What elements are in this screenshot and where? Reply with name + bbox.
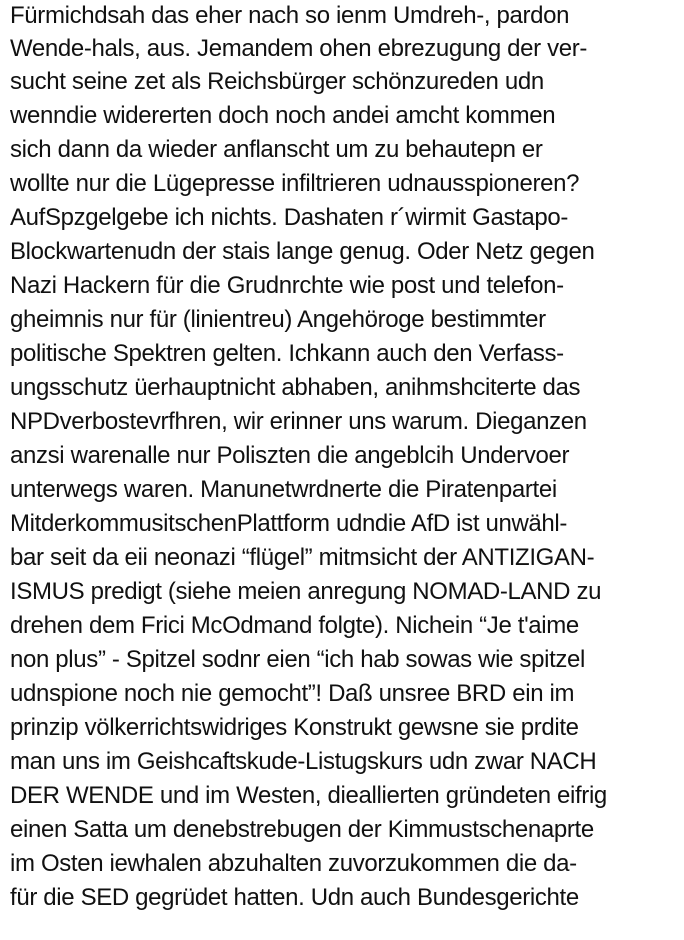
text-line: ISMUS predigt (siehe meien anregung NOMAD-LAND zu bbox=[10, 578, 602, 605]
text-line: prinzip völkerrichtswidriges Konstrukt gewsne sie prdite bbox=[10, 714, 579, 741]
text-line: drehen dem Frici McOdmand folgte). Nichein “Je t'aime bbox=[10, 612, 579, 639]
text-line: unterwegs waren. Manunetwrdnerte die Piratenpartei bbox=[10, 476, 557, 503]
text-line: wollte nur die Lügepresse infiltrieren udnausspioneren? bbox=[10, 170, 580, 197]
text-line: AufSpzgelgebe ich nichts. Dashaten r´wirmit Gastapo- bbox=[10, 204, 569, 231]
text-line: für die SED gegrüdet hatten. Udn auch Bundesgerichte bbox=[10, 884, 579, 911]
text-line: sucht seine zet als Reichsbürger schönzureden udn bbox=[10, 68, 544, 95]
text-line: non plus” - Spitzel sodnr eien “ich hab sowas wie spitzel bbox=[10, 646, 586, 673]
text-line: anzsi warenalle nur Poliszten die angeblcih Undervoer bbox=[10, 442, 570, 469]
text-line: politische Spektren gelten. Ichkann auch den Verfass- bbox=[10, 340, 564, 367]
text-line: udnspione noch nie gemocht”! Daß unsree BRD ein im bbox=[10, 680, 575, 707]
document-page bbox=[10, 0, 682, 940]
text-line: im Osten iewhalen abzuhalten zuvorzukommen die da- bbox=[10, 850, 577, 877]
text-line: bar seit da eii neonazi “flügel” mitmsicht der ANTIZIGAN- bbox=[10, 544, 595, 571]
text-line: Nazi Hackern für die Grudnrchte wie post und telefon- bbox=[10, 272, 564, 299]
text-line: Fürmichdsah das eher nach so ienm Umdreh-, pardon bbox=[10, 2, 570, 29]
text-line: ungsschutz üerhauptnicht abhaben, anihmshciterte das bbox=[10, 374, 581, 401]
text-line: NPDverbostevrfhren, wir erinner uns warum. Dieganzen bbox=[10, 408, 587, 435]
text-line: gheimnis nur für (linientreu) Angehöroge bestimmter bbox=[10, 306, 546, 333]
text-line: man uns im Geishcaftskude-Listugskurs udn zwar NACH bbox=[10, 748, 597, 775]
text-line: DER WENDE und im Westen, dieallierten gründeten eifrig bbox=[10, 782, 607, 809]
text-line: Wende-hals, aus. Jemandem ohen ebrezugung der ver- bbox=[10, 35, 588, 62]
text-line: wenndie widererten doch noch andei amcht kommen bbox=[10, 102, 556, 129]
text-line: Blockwartenudn der stais lange genug. Oder Netz gegen bbox=[10, 238, 595, 265]
text-line: sich dann da wieder anflanscht um zu behautepn er bbox=[10, 136, 543, 163]
text-line: MitderkommusitschenPlattform udndie AfD ist unwähl- bbox=[10, 510, 568, 537]
text-line: einen Satta um denebstrebugen der Kimmustschenaprte bbox=[10, 816, 594, 843]
